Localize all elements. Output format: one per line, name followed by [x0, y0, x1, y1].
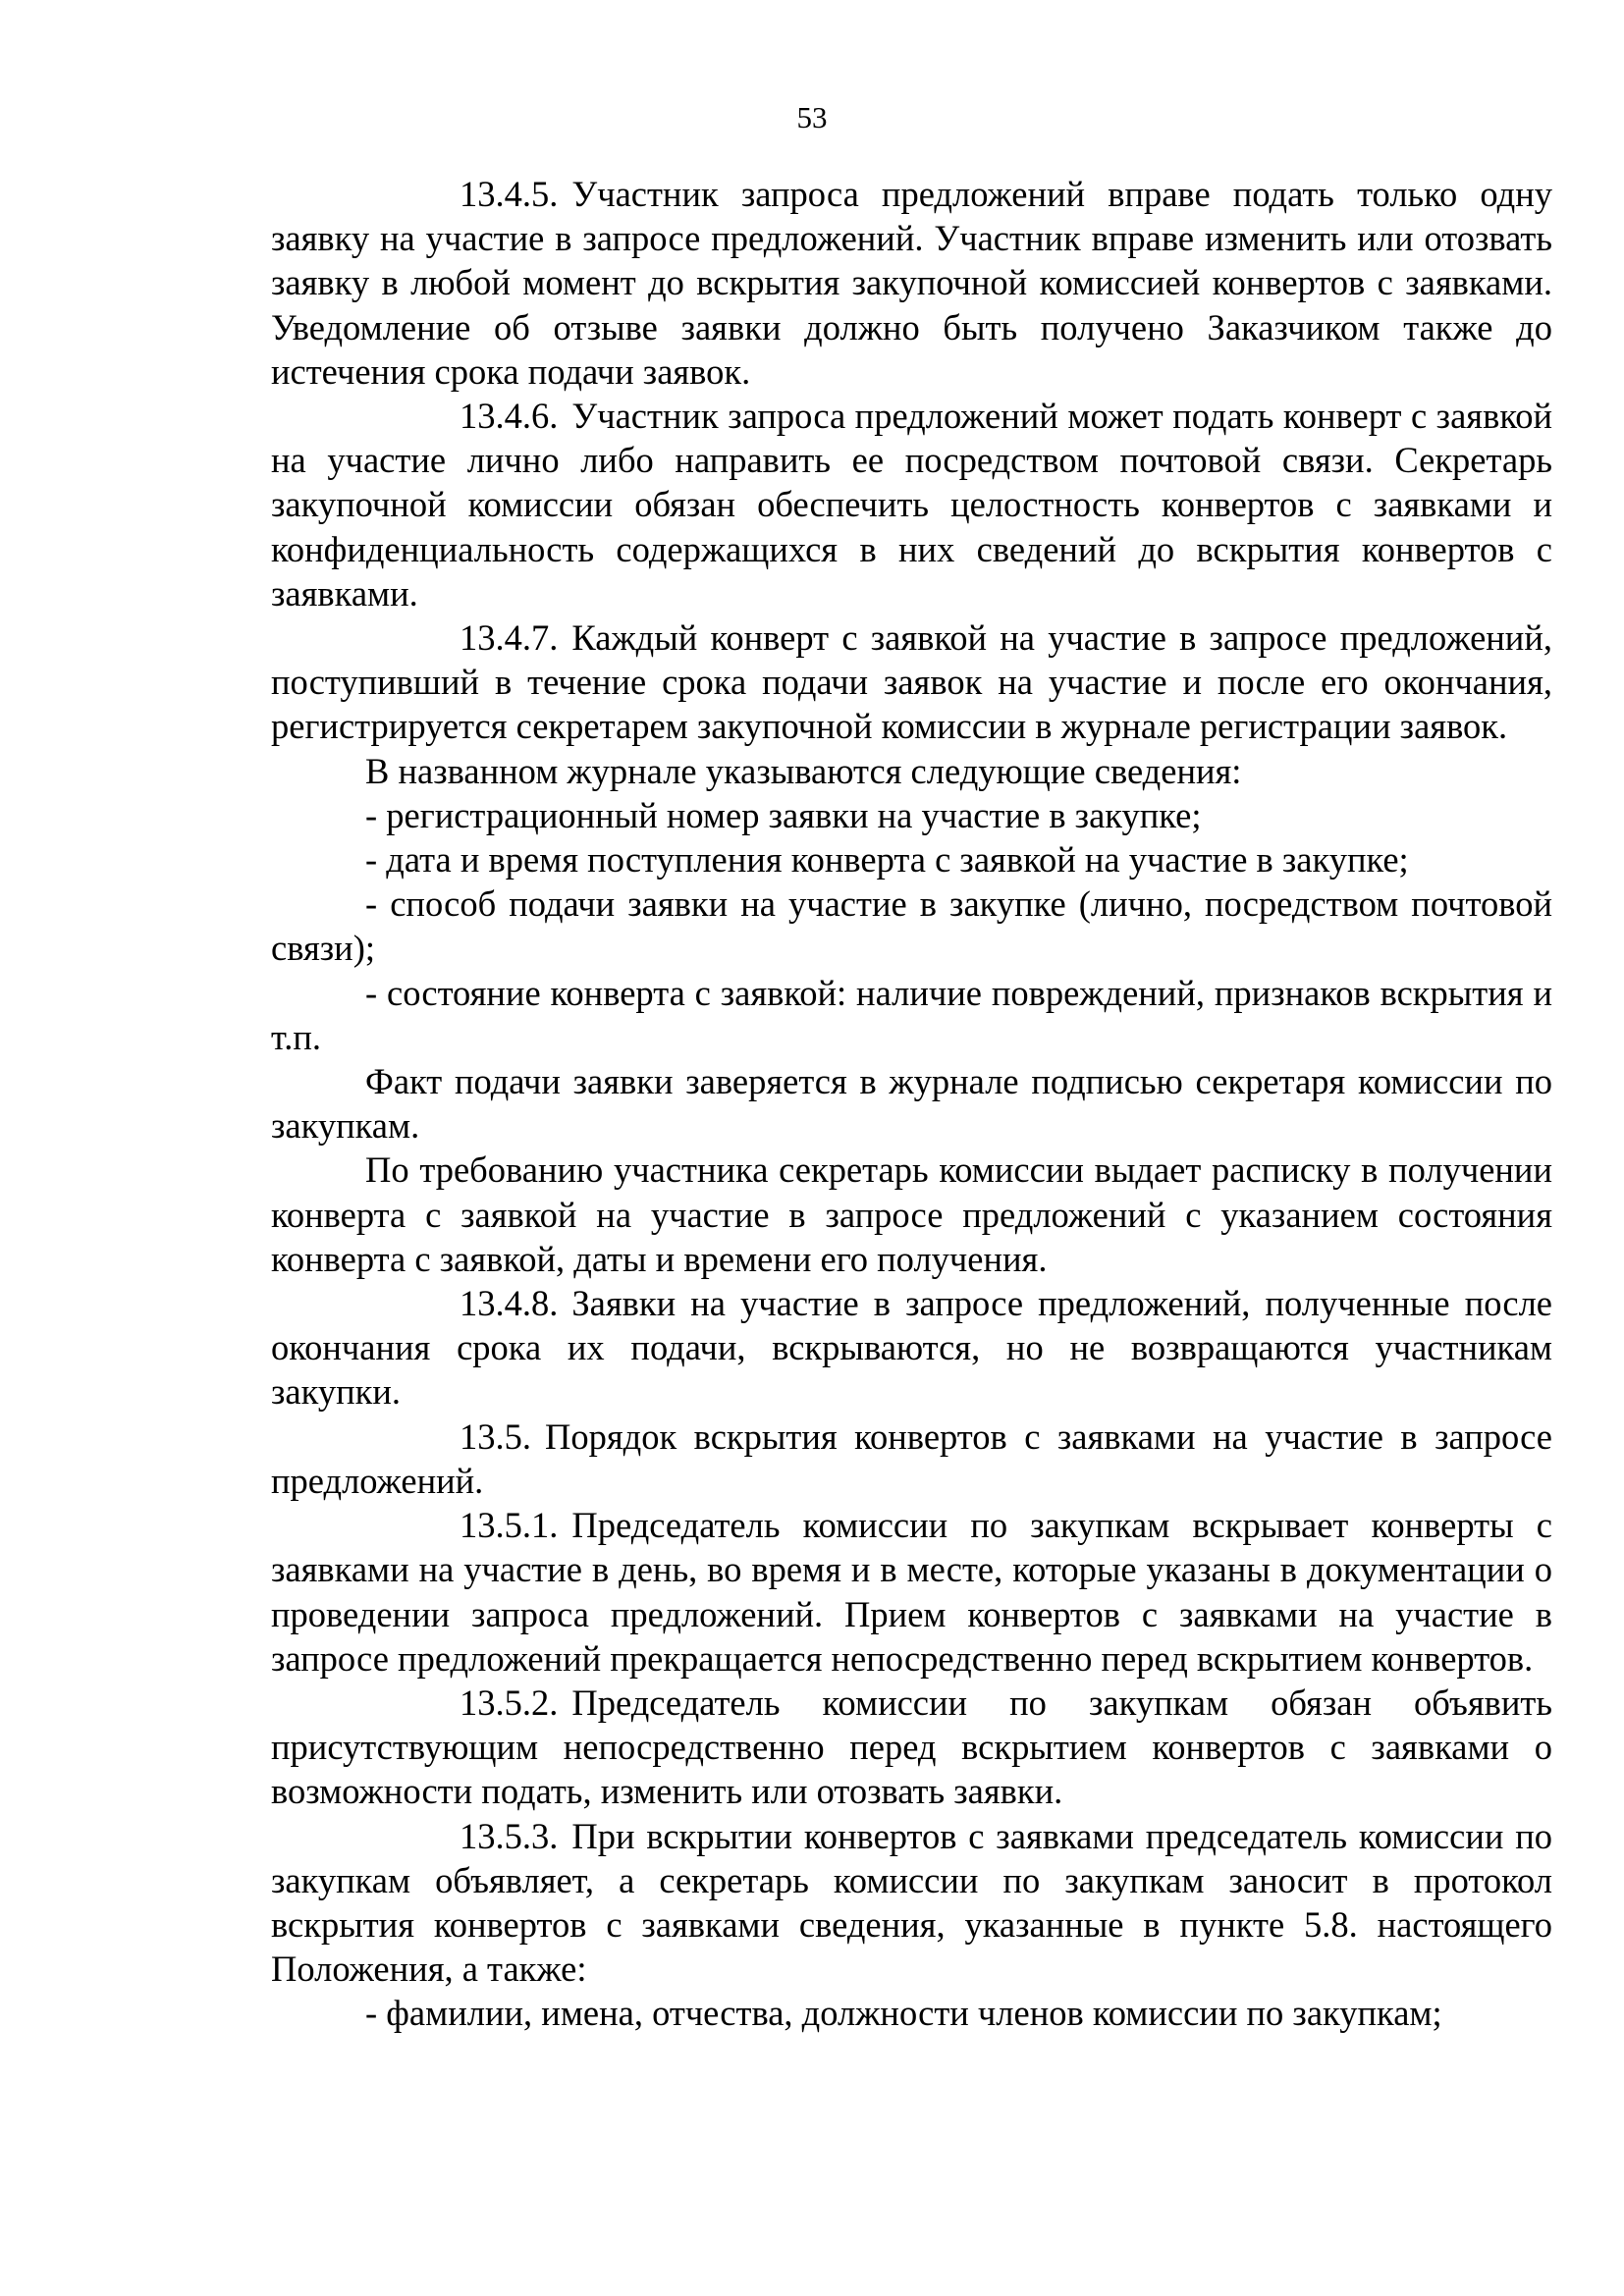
clause-number: 13.4.5. [460, 174, 559, 214]
paragraph-13-4-6 [271, 394, 1552, 615]
list-item [271, 881, 1552, 970]
document-body [271, 172, 1552, 2036]
list-item [271, 971, 1552, 1059]
clause-number: 13.5.2. [460, 1682, 559, 1723]
clause-number: 13.5. [460, 1415, 531, 1457]
paragraph-13-4-8 [271, 1281, 1552, 1415]
paragraph-text: Факт подачи заявки заверяется в журнале подписью секретаря комиссии по закупкам. [271, 1061, 1552, 1147]
paragraph-text: Каждый конверт с заявкой на участие в запросе предложений, поступивший в течение срока подачи заявок на участие и после его окончания, регистрируется секретарем закупочной комиссии в журнале регистрации заявок. [271, 617, 1552, 747]
paragraph-13-5-3 [271, 1814, 1552, 1992]
paragraph-13-5-2 [271, 1681, 1552, 1814]
clause-number: 13.5.1. [460, 1505, 559, 1546]
clause-number: 13.4.8. [460, 1283, 559, 1324]
clause-number: 13.4.6. [460, 396, 559, 437]
list-item-text: - состояние конверта с заявкой: наличие повреждений, признаков вскрытия и т.п. [271, 972, 1552, 1057]
paragraph-13-5 [271, 1415, 1552, 1503]
paragraph-13-4-7 [271, 615, 1552, 749]
paragraph-text: В названном журнале указываются следующие сведения: [365, 750, 1242, 791]
list-item [271, 837, 1552, 881]
list-item-text: - способ подачи заявки на участие в закупке (лично, посредством почтовой связи); [271, 883, 1552, 969]
paragraph-journal-intro [271, 749, 1552, 793]
list-item-text: - фамилии, имена, отчества, должности членов комиссии по закупкам; [365, 1993, 1442, 2034]
list-item-text: - дата и время поступления конверта с заявкой на участие в закупке; [365, 839, 1409, 881]
clause-number: 13.4.7. [460, 617, 559, 659]
paragraph-text: Председатель комиссии по закупкам обязан объявить присутствующим непосредственно перед вскрытием конвертов с заявками о возможности подать, изменить или отозвать заявки. [271, 1682, 1552, 1812]
paragraph-text: При вскрытии конвертов с заявками председатель комиссии по закупкам объявляет, а секретарь комиссии по закупкам заносит в протокол вскрытия конвертов с заявками сведения, указанные в пункте 5.8. настоящего Положения, а также: [271, 1815, 1552, 1990]
paragraph-signature-fact [271, 1059, 1552, 1148]
paragraph-receipt [271, 1148, 1552, 1281]
list-item [271, 793, 1552, 837]
paragraph-13-5-1 [271, 1503, 1552, 1681]
paragraph-text: Порядок вскрытия конвертов с заявками на участие в запросе предложений. [271, 1415, 1552, 1501]
list-item-text: - регистрационный номер заявки на участие в закупке; [365, 794, 1202, 835]
paragraph-text: Заявки на участие в запросе предложений, полученные после окончания срока их подачи, вскрываются, но не возвращаются участникам закупки. [271, 1283, 1552, 1413]
paragraph-text: Председатель комиссии по закупкам вскрывает конверты с заявками на участие в день, во время и в месте, которые указаны в документации о проведении запроса предложений. Прием конвертов с заявками на участие в запросе предложений прекращается непосредственно перед вскрытием конвертов. [271, 1505, 1552, 1679]
paragraph-13-4-5 [271, 172, 1552, 394]
page-number: 53 [796, 100, 828, 134]
paragraph-text: Участник запроса предложений может подать конверт с заявкой на участие лично либо направить ее посредством почтовой связи. Секретарь закупочной комиссии обязан обеспечить целостность конвертов с заявками и конфиденциальность содержащихся в них сведений до вскрытия конвертов с заявками. [271, 396, 1552, 614]
paragraph-text: Участник запроса предложений вправе подать только одну заявку на участие в запросе предложений. Участник вправе изменить или отозвать заявку в любой момент до вскрытия закупочной комиссией конвертов с заявками. Уведомление об отзыве заявки должно быть получено Заказчиком также до истечения срока подачи заявок. [271, 174, 1552, 392]
clause-number: 13.5.3. [460, 1815, 559, 1856]
paragraph-text: По требованию участника секретарь комиссии выдает расписку в получении конверта с заявкой на участие в запросе предложений с указанием состояния конверта с заявкой, даты и времени его получения. [271, 1149, 1552, 1279]
list-item [271, 1991, 1552, 2035]
